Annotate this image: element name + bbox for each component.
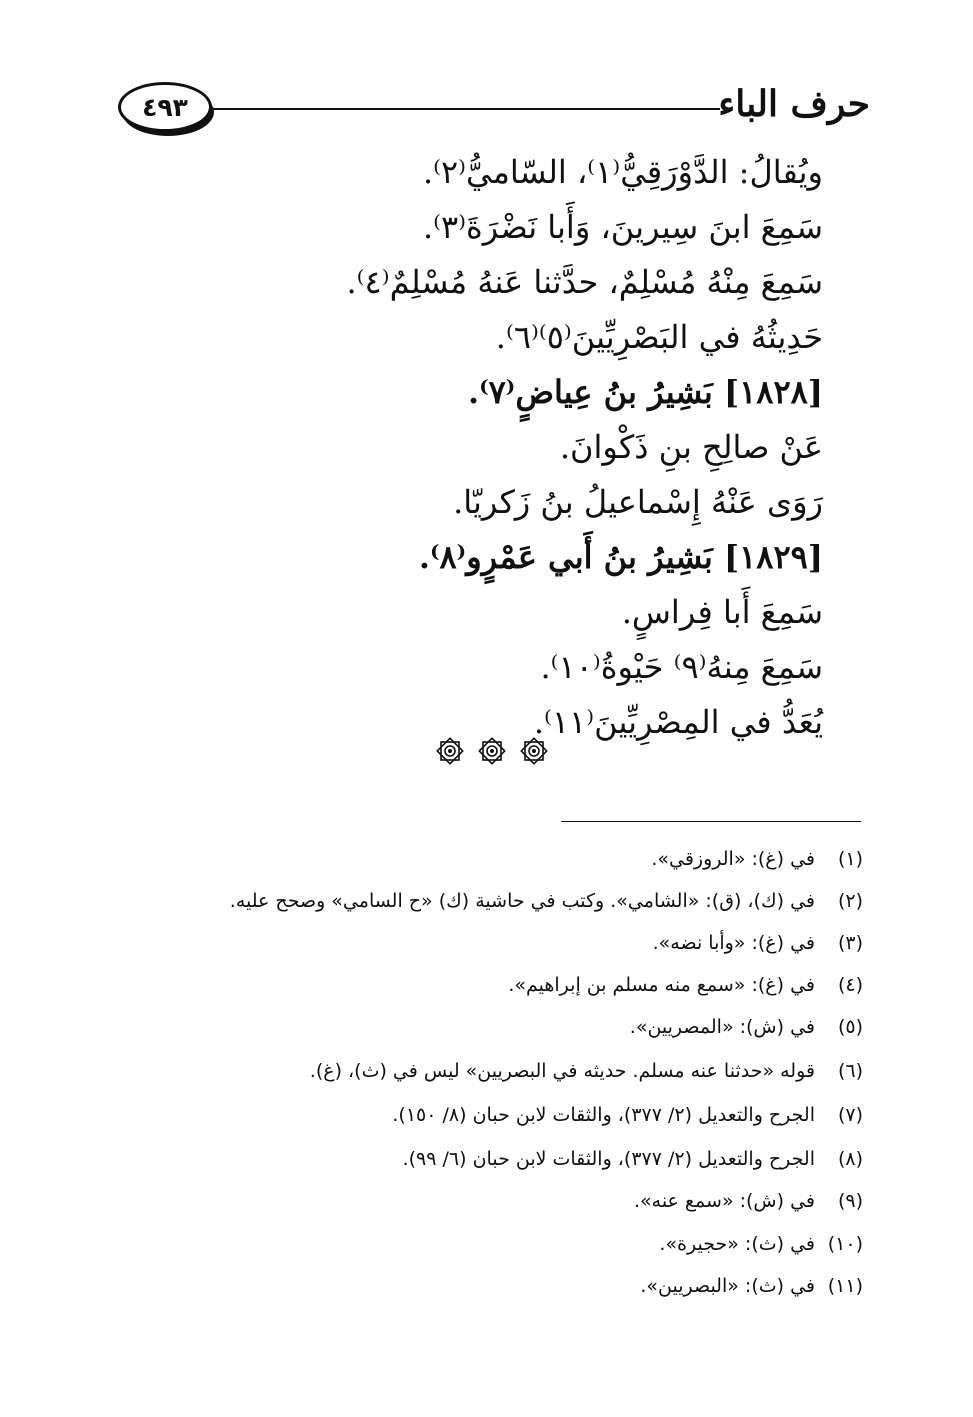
footnote-number: (٢) [837,890,863,912]
footnote-1 [651,845,863,873]
entry-heading-1828: [١٨٢٨] بَشِيرُ بنُ عِياضٍ⁽٧⁾. [467,373,823,411]
main-line-6: عَنْ صالِحِ بنِ ذَكْوانَ. [559,428,823,466]
footnote-text: في (ش): «المصريين». [629,1016,815,1038]
footnote-11 [640,1272,863,1300]
footnote-text: في (غ): «الروزقي». [651,848,815,870]
page-number-badge: ٤٩٣ [118,82,212,132]
footnote-2 [230,887,863,915]
footnote-text: في (ك)، (ق): «الشامي». وكتب في حاشية (ك) «ح السامي» وصحح عليه. [229,890,815,912]
footnote-7 [392,1101,863,1129]
running-title: حرف الباء [718,83,870,125]
footnote-text: في (ث): «البصريين». [640,1275,815,1297]
main-line-11: يُعَدُّ في المِصْرِيِّينَ⁽١١⁾. [533,703,823,741]
footnote-10 [659,1230,863,1258]
footnote-number: (٩) [837,1190,863,1212]
footnote-text: في (ش): «سمع عنه». [633,1190,815,1212]
footnote-number: (١) [837,848,863,870]
footnote-number: (٧) [837,1104,863,1126]
footnote-number: (٥) [837,1016,863,1038]
main-line-7: رَوَى عَنْهُ إِسْماعيلُ بنُ زَكريّا. [453,483,823,521]
main-line-4: حَدِيثُهُ في البَصْرِيِّينَ⁽٥⁾⁽٦⁾. [495,318,823,356]
footnote-number: (٨) [837,1148,863,1170]
header-rule [208,108,720,110]
footnote-9 [634,1187,863,1215]
footnote-number: (٦) [837,1060,863,1082]
main-line-1: ويُقالُ: الدَّوْرَقِيُّ⁽١⁾، السّاميُّ⁽٢⁾. [422,153,823,191]
footnote-8 [403,1145,863,1173]
main-line-10: سَمِعَ مِنهُ⁽٩⁾ حَيْوةُ⁽١٠⁾. [540,648,823,686]
section-ornaments [0,735,973,771]
page-header [110,82,870,142]
footnote-separator [561,821,861,822]
footnote-3 [653,929,863,957]
footnote-number: (٤) [837,974,863,996]
footnote-5 [630,1013,863,1041]
footnote-number: (٣) [837,932,863,954]
footnote-text: في (ث): «حجيرة». [659,1233,815,1255]
main-line-9: سَمِعَ أَبا فِراسٍ. [621,593,823,631]
footnote-number: (١١) [827,1275,863,1297]
ornament-icon [476,735,508,767]
ornament-icon [434,735,466,767]
footnote-6 [310,1057,863,1085]
footnote-text: في (غ): «وأبا نضه». [652,932,815,954]
footnote-4 [508,971,863,999]
entry-heading-1829: [١٨٢٩] بَشِيرُ بنُ أَبي عَمْرٍو⁽٨⁾. [418,538,823,576]
footnote-number: (١٠) [827,1233,863,1255]
footnote-text: في (غ): «سمع منه مسلم بن إبراهيم». [508,974,815,996]
ornament-icon [518,735,550,767]
main-line-2: سَمِعَ ابنَ سِيرينَ، وَأَبا نَضْرَةَ⁽٣⁾. [422,208,823,246]
footnote-text: الجرح والتعديل (٢/ ٣٧٧)، والثقات لابن حبان (٦/ ٩٩). [402,1148,815,1170]
main-line-3: سَمِعَ مِنْهُ مُسْلِمٌ، حدَّثنا عَنهُ مُسْلِمٌ⁽٤⁾. [346,263,823,301]
footnote-text: قوله «حدثنا عنه مسلم. حديثه في البصريين» ليس في (ث)، (غ). [309,1060,815,1082]
footnote-text: الجرح والتعديل (٢/ ٣٧٧)، والثقات لابن حبان (٨/ ١٥٠). [392,1104,815,1126]
